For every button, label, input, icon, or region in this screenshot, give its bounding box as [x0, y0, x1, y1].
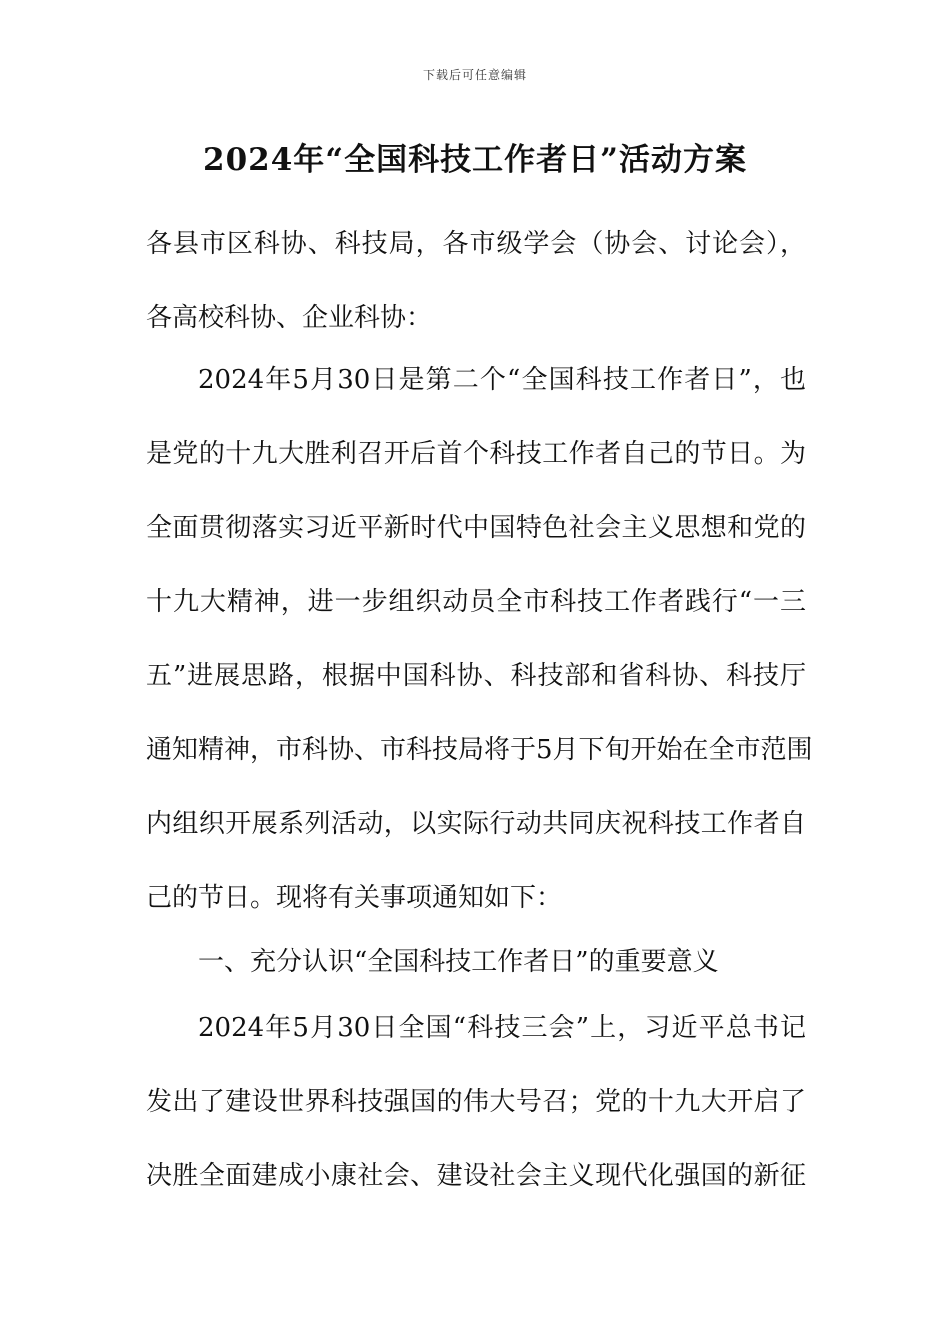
body-line: 是党的十九大胜利召开后首个科技工作者自己的节日。为: [146, 439, 806, 469]
salutation-line-2: 各高校科协、企业科协：: [146, 303, 433, 333]
body-line: 己的节日。现将有关事项通知如下：: [146, 883, 563, 913]
body-line: 全面贯彻落实习近平新时代中国特色社会主义思想和党的: [146, 513, 806, 543]
section-heading: 一、充分认识“全国科技工作者日”的重要意义: [198, 947, 719, 977]
body-line: 五”进展思路，根据中国科协、科技部和省科协、科技厅: [146, 661, 806, 691]
header-note: 下载后可任意编辑: [422, 68, 527, 82]
body-line: 内组织开展系列活动，以实际行动共同庆祝科技工作者自: [146, 809, 806, 839]
body-line: 通知精神，市科协、市科技局将于5月下旬开始在全市范围: [146, 735, 813, 765]
salutation-line-1: 各县市区科协、科技局，各市级学会（协会、讨论会），: [146, 229, 806, 259]
body-line: 2024年5月30日是第二个“全国科技工作者日”，也: [198, 365, 806, 395]
document-title: 2024年“全国科技工作者日”活动方案: [203, 142, 747, 178]
body-line: 十九大精神，进一步组织动员全市科技工作者践行“一三: [146, 587, 806, 617]
body-line: 2024年5月30日全国“科技三会”上，习近平总书记: [198, 1013, 806, 1043]
body-line: 发出了建设世界科技强国的伟大号召；党的十九大开启了: [146, 1087, 806, 1117]
body-line: 决胜全面建成小康社会、建设社会主义现代化强国的新征: [146, 1161, 806, 1191]
